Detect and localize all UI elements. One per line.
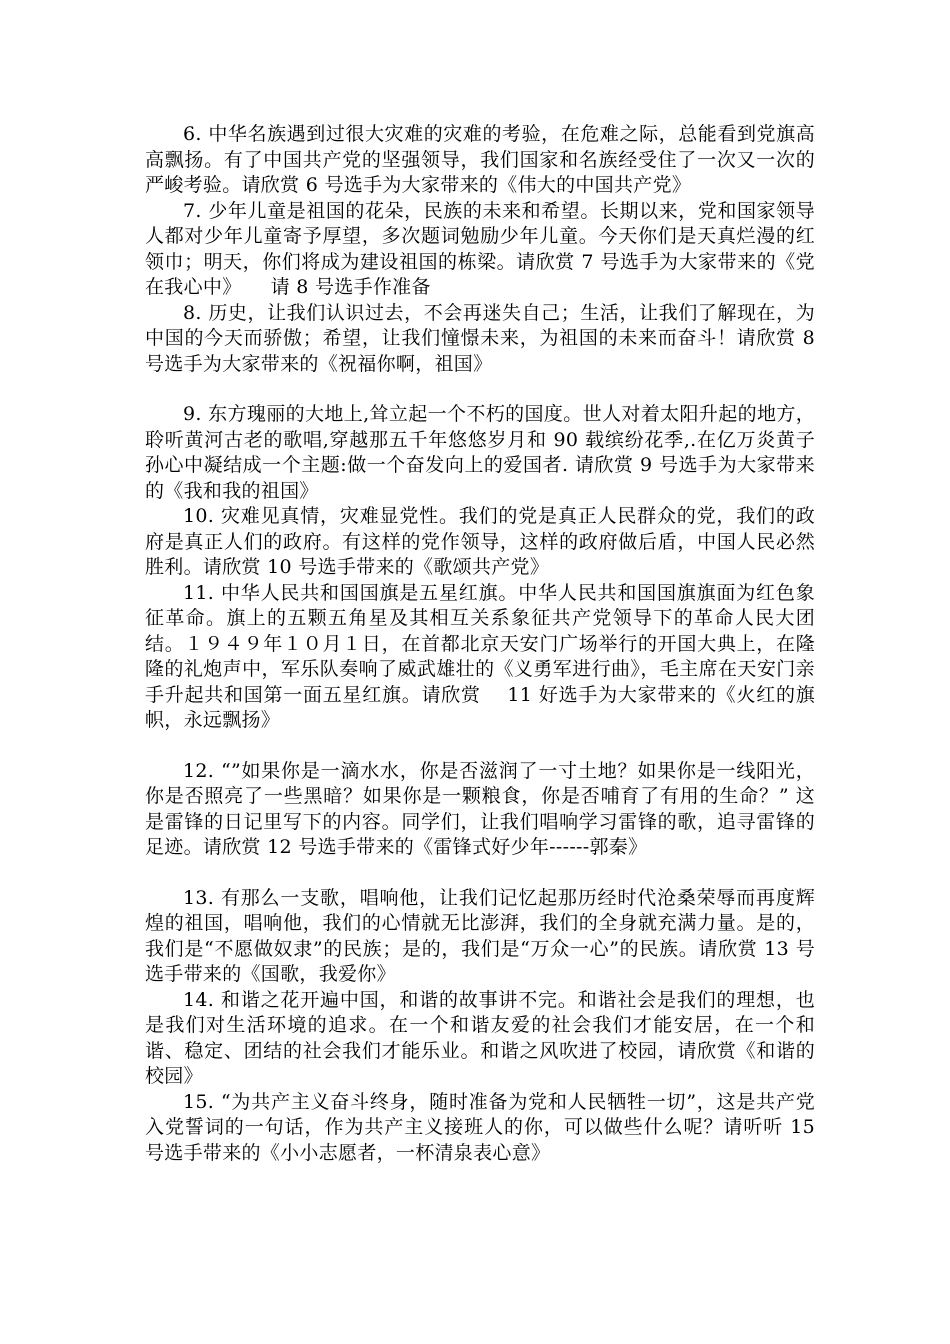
blank-line xyxy=(145,861,815,886)
paragraph-6: 6. 中华名族遇到过很大灾难的灾难的考验，在危难之际，总能看到党旗高高飘扬。有了中国共产党的坚强领导，我们国家和名族经受住了一次又一次的严峻考验。请欣赏 6 号选手为大家带来的《伟大的中国共产党》 xyxy=(145,123,815,196)
paragraph-13: 13. 有那么一支歌，唱响他，让我们记忆起那历经时代沧桑荣辱而再度辉煌的祖国，唱响他，我们的心情就无比澎湃，我们的全身就充满力量。是的，我们是“不愿做奴隶”的民族；是的，我们是“万众一心”的民族。请欣赏 13 号选手带来的《国歌，我爱你》 xyxy=(145,886,815,985)
blank-line xyxy=(145,377,815,402)
paragraph-14: 14. 和谐之花开遍中国，和谐的故事讲不完。和谐社会是我们的理想，也是我们对生活环境的追求。在一个和谐友爱的社会我们才能安居，在一个和谐、稳定、团结的社会我们才能乐业。和谐之风吹进了校园，请欣赏《和谐的校园》 xyxy=(145,988,815,1087)
paragraph-10: 10. 灾难见真情，灾难显党性。我们的党是真正人民群众的党，我们的政府是真正人们的政府。有这样的党作领导，这样的政府做后盾，中国人民必然胜利。请欣赏 10 号选手带来的《歌颂共产党》 xyxy=(145,505,815,578)
paragraph-15: 15. “为共产主义奋斗终身，随时准备为党和人民牺牲一切”，这是共产党入党誓词的一句话，作为共产主义接班人的你，可以做些什么呢？请听听 15 号选手带来的《小小志愿者，一杯清泉表心意》 xyxy=(145,1090,815,1164)
blank-line xyxy=(145,734,815,759)
paragraph-8: 8. 历史，让我们认识过去，不会再迷失自己；生活，让我们了解现在，为中国的今天而骄傲；希望，让我们憧憬未来，为祖国的未来而奋斗！请欣赏 8 号选手为大家带来的《祝福你啊，祖国》 xyxy=(145,301,815,375)
paragraph-11: 11. 中华人民共和国国旗是五星红旗。中华人民共和国国旗旗面为红色象征革命。旗上的五颗五角星及其相互关系象征共产党领导下的革命人民大团结。１９４９年１０月１日，在首都北京天安门广场举行的开国大典上，在隆隆的礼炮声中，军乐队奏响了威武雄壮的《义勇军进行曲》，毛主席在天安门亲手升起共和国第一面五星红旗。请欣赏 11 好选手为大家带来的《火红的旗帜，永远飘扬》 xyxy=(145,581,815,731)
paragraph-12: 12. “”如果你是一滴水水，你是否滋润了一寸土地？如果你是一线阳光，你是否照亮了一些黑暗？如果你是一颗粮食，你是否哺育了有用的生命？” 这是雷锋的日记里写下的内容。同学们，让我们唱响学习雷锋的歌，追寻雷锋的足迹。请欣赏 12 号选手带来的《雷锋式好少年------郭秦》 xyxy=(145,759,815,858)
paragraph-9: 9. 东方瑰丽的大地上,耸立起一个不朽的国度。世人对着太阳升起的地方，聆听黄河古老的歌唱,穿越那五千年悠悠岁月和 90 载缤纷花季,.在亿万炎黄子孙心中凝结成一个主题:做一个奋发向上的爱国者. 请欣赏 9 号选手为大家带来的《我和我的祖国》 xyxy=(145,403,815,502)
document-body xyxy=(145,122,815,1166)
paragraph-7: 7. 少年儿童是祖国的花朵，民族的未来和希望。长期以来，党和国家领导人都对少年儿童寄予厚望，多次题词勉励少年儿童。今天你们是天真烂漫的红领巾；明天，你们将成为建设祖国的栋梁。请欣赏 7 号选手为大家带来的《党在我心中》 请 8 号选手作准备 xyxy=(145,199,815,298)
